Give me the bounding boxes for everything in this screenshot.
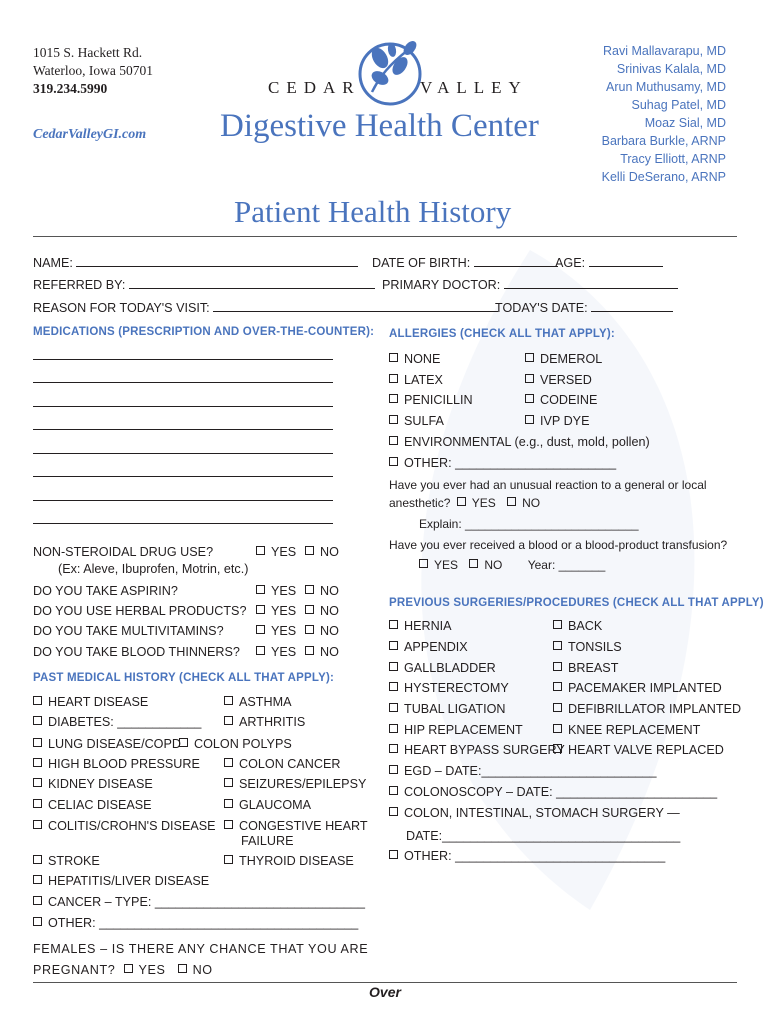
surgery-item[interactable] xyxy=(553,701,741,717)
pmh-item[interactable] xyxy=(224,797,311,813)
checkbox-icon[interactable] xyxy=(256,625,265,634)
colon-surgery-date[interactable]: DATE:__________________________________ xyxy=(406,829,681,843)
reason-label: REASON FOR TODAY'S VISIT: xyxy=(33,301,210,315)
surgery-item[interactable] xyxy=(553,722,700,738)
checkbox-icon[interactable] xyxy=(33,799,42,808)
allergy-item[interactable] xyxy=(525,372,592,388)
checkbox-icon[interactable] xyxy=(389,744,398,753)
pmh-item[interactable] xyxy=(33,756,200,772)
referred-input[interactable] xyxy=(129,277,375,289)
allergy-item[interactable] xyxy=(525,413,589,429)
medication-line[interactable] xyxy=(33,453,333,454)
referred-field[interactable] xyxy=(33,277,375,292)
pregnant-label: PREGNANT? xyxy=(33,963,116,977)
checkbox-icon[interactable] xyxy=(389,662,398,671)
allergy-label: CODEINE xyxy=(540,393,598,407)
pmh-label: OTHER: _____________________________________ xyxy=(48,916,359,930)
pmh-label: COLON POLYPS xyxy=(194,737,292,751)
checkbox-icon[interactable] xyxy=(33,917,42,926)
surgery-item[interactable] xyxy=(389,701,505,717)
checkbox-icon[interactable] xyxy=(389,457,398,466)
nsaid-examples: (Ex: Aleve, Ibuprofen, Motrin, etc.) xyxy=(58,562,249,576)
todays-date-field[interactable] xyxy=(495,300,673,315)
checkbox-icon[interactable] xyxy=(224,758,233,767)
checkbox-icon[interactable] xyxy=(419,559,428,568)
checkbox-icon[interactable] xyxy=(553,744,562,753)
medication-line[interactable] xyxy=(33,500,333,501)
pmh-label: THYROID DISEASE xyxy=(239,854,354,868)
surgery-label: HEART BYPASS SURGERY xyxy=(404,743,565,757)
pmh-label: COLON CANCER xyxy=(239,757,341,771)
allergy-item[interactable] xyxy=(389,413,444,429)
colonoscopy-item[interactable] xyxy=(389,784,717,800)
transfusion-year[interactable]: Year: _______ xyxy=(527,558,606,572)
checkbox-icon[interactable] xyxy=(525,394,534,403)
pmh-label: HIGH BLOOD PRESSURE xyxy=(48,757,200,771)
dob-field[interactable] xyxy=(372,255,558,270)
reason-input[interactable] xyxy=(213,300,498,312)
checkbox-icon[interactable] xyxy=(256,646,265,655)
medication-line[interactable] xyxy=(33,406,333,407)
pmh-item[interactable] xyxy=(33,873,209,889)
todays-date-label: TODAY'S DATE: xyxy=(495,301,588,315)
provider-list xyxy=(602,42,726,186)
checkbox-icon[interactable] xyxy=(389,415,398,424)
primary-doctor-input[interactable] xyxy=(504,277,678,289)
footer-divider xyxy=(33,982,737,983)
checkbox-icon[interactable] xyxy=(525,415,534,424)
checkbox-icon[interactable] xyxy=(224,716,233,725)
allergy-item[interactable] xyxy=(389,372,443,388)
egd-item[interactable] xyxy=(389,763,657,779)
nsaid-no[interactable] xyxy=(305,544,339,560)
allergy-label: OTHER: _______________________ xyxy=(404,456,617,470)
checkbox-icon[interactable] xyxy=(553,662,562,671)
yes-label: YES xyxy=(471,496,496,510)
allergy-item[interactable] xyxy=(525,392,597,408)
pmh-label: CELIAC DISEASE xyxy=(48,798,152,812)
checkbox-icon[interactable] xyxy=(305,625,314,634)
checkbox-icon[interactable] xyxy=(389,620,398,629)
surgery-item[interactable] xyxy=(389,618,452,634)
surgery-other-item[interactable] xyxy=(389,848,665,864)
pmh-label: CONGESTIVE HEART xyxy=(239,819,368,833)
provider: Moaz Sial, MD xyxy=(644,116,726,130)
no-label: NO xyxy=(192,963,213,977)
blood-thinner-no[interactable] xyxy=(305,644,339,660)
no-label: NO xyxy=(320,545,339,559)
pmh-item[interactable] xyxy=(33,797,152,813)
yes-label: YES xyxy=(271,545,297,559)
surgery-label: HYSTERECTOMY xyxy=(404,681,509,695)
colonoscopy-label: COLONOSCOPY – DATE: _______________________ xyxy=(404,785,718,799)
surgery-label: HERNIA xyxy=(404,619,452,633)
anesthetic-question: Have you ever had an unusual reaction to a general or local xyxy=(389,478,707,492)
provider: Tracy Elliott, ARNP xyxy=(620,152,726,166)
allergy-item[interactable] xyxy=(389,434,650,450)
allergy-label: SULFA xyxy=(404,414,444,428)
checkbox-icon[interactable] xyxy=(305,585,314,594)
transfusion-question: Have you ever received a blood or a blood-product transfusion? xyxy=(389,538,728,552)
surgery-item[interactable] xyxy=(389,742,565,758)
pmh-label: STROKE xyxy=(48,854,100,868)
checkbox-icon[interactable] xyxy=(553,703,562,712)
yes-label: YES xyxy=(434,558,459,572)
egd-label: EGD – DATE:_________________________ xyxy=(404,764,657,778)
nsaid-question: NON-STEROIDAL DRUG USE? xyxy=(33,545,214,559)
pmh-item[interactable] xyxy=(33,694,148,710)
allergies-heading: ALLERGIES (CHECK ALL THAT APPLY): xyxy=(389,328,615,340)
surgery-label: TONSILS xyxy=(568,640,622,654)
pmh-heading: PAST MEDICAL HISTORY (CHECK ALL THAT APPLY): xyxy=(33,672,334,684)
pmh-item[interactable] xyxy=(33,853,100,869)
checkbox-icon[interactable] xyxy=(553,724,562,733)
herbal-yes[interactable] xyxy=(256,603,296,619)
over-label: Over xyxy=(369,984,401,1000)
surgery-label: DEFIBRILLATOR IMPLANTED xyxy=(568,702,742,716)
surgery-label: BACK xyxy=(568,619,603,633)
pmh-label: CANCER – TYPE: ______________________________ xyxy=(48,895,365,909)
transfusion-answer xyxy=(419,557,605,573)
checkbox-icon[interactable] xyxy=(224,799,233,808)
allergy-label: VERSED xyxy=(540,373,592,387)
surgery-item[interactable] xyxy=(553,618,602,634)
checkbox-icon[interactable] xyxy=(469,559,478,568)
checkbox-icon[interactable] xyxy=(305,646,314,655)
surgery-label: BREAST xyxy=(568,661,619,675)
nsaid-yes[interactable] xyxy=(256,544,296,560)
yes-label: YES xyxy=(271,604,297,618)
allergy-item[interactable] xyxy=(389,392,473,408)
surgery-item[interactable] xyxy=(553,742,724,758)
dob-input[interactable] xyxy=(474,255,558,267)
medication-line[interactable] xyxy=(33,476,333,477)
pmh-item[interactable] xyxy=(33,714,201,730)
herbal-question: DO YOU USE HERBAL PRODUCTS? xyxy=(33,604,247,618)
allergy-item[interactable] xyxy=(389,351,440,367)
todays-date-input[interactable] xyxy=(591,300,673,312)
pmh-label: KIDNEY DISEASE xyxy=(48,777,153,791)
provider: Srinivas Kalala, MD xyxy=(616,62,726,76)
checkbox-icon[interactable] xyxy=(256,585,265,594)
pmh-label: SEIZURES/EPILEPSY xyxy=(239,777,367,791)
pmh-label: LUNG DISEASE/COPD xyxy=(48,737,181,751)
pmh-item[interactable] xyxy=(224,694,291,710)
pmh-label: GLAUCOMA xyxy=(239,798,312,812)
medication-line[interactable] xyxy=(33,359,333,360)
checkbox-icon[interactable] xyxy=(33,696,42,705)
provider: Arun Muthusamy, MD xyxy=(606,80,726,94)
checkbox-icon[interactable] xyxy=(33,896,42,905)
checkbox-icon[interactable] xyxy=(305,546,314,555)
multivitamin-yes[interactable] xyxy=(256,623,296,639)
multivitamin-question: DO YOU TAKE MULTIVITAMINS? xyxy=(33,624,224,638)
pmh-label: DIABETES: ____________ xyxy=(48,715,202,729)
checkbox-icon[interactable] xyxy=(389,394,398,403)
surgeries-heading: PREVIOUS SURGERIES/PROCEDURES (CHECK ALL THAT APPLY) xyxy=(389,597,764,609)
females-question: FEMALES – IS THERE ANY CHANCE THAT YOU ARE xyxy=(33,942,369,956)
medication-line[interactable] xyxy=(33,523,333,524)
age-input[interactable] xyxy=(589,255,663,267)
aspirin-no[interactable] xyxy=(305,583,339,599)
clinic-website[interactable]: CedarValleyGI.com xyxy=(33,127,147,142)
anesthetic-label: anesthetic? xyxy=(389,496,451,510)
checkbox-icon[interactable] xyxy=(389,807,398,816)
primary-doctor-label: PRIMARY DOCTOR: xyxy=(382,278,501,292)
age-label: AGE: xyxy=(555,256,586,270)
name-field[interactable] xyxy=(33,255,358,270)
logo-word-valley: VALLEY xyxy=(420,78,528,97)
name-input[interactable] xyxy=(76,255,358,267)
checkbox-icon[interactable] xyxy=(33,738,42,747)
checkbox-icon[interactable] xyxy=(224,696,233,705)
provider: Kelli DeSerano, ARNP xyxy=(601,170,726,184)
surgery-item[interactable] xyxy=(389,722,523,738)
checkbox-icon[interactable] xyxy=(525,353,534,362)
surgery-label: HEART VALVE REPLACED xyxy=(568,743,724,757)
checkbox-icon[interactable] xyxy=(389,374,398,383)
aspirin-yes[interactable] xyxy=(256,583,296,599)
surgery-label: HIP REPLACEMENT xyxy=(404,723,523,737)
multivitamin-no[interactable] xyxy=(305,623,339,639)
colon-surgery-label: COLON, INTESTINAL, STOMACH SURGERY — xyxy=(404,806,680,820)
pmh-item[interactable] xyxy=(179,736,292,752)
pmh-label: HEPATITIS/LIVER DISEASE xyxy=(48,874,210,888)
blood-thinner-question: DO YOU TAKE BLOOD THINNERS? xyxy=(33,645,240,659)
checkbox-icon[interactable] xyxy=(224,855,233,864)
pmh-item[interactable] xyxy=(33,894,365,910)
herbal-no[interactable] xyxy=(305,603,339,619)
yes-label: YES xyxy=(138,963,166,977)
checkbox-icon[interactable] xyxy=(33,778,42,787)
checkbox-icon[interactable] xyxy=(553,682,562,691)
checkbox-icon[interactable] xyxy=(389,724,398,733)
medications-heading: MEDICATIONS (PRESCRIPTION AND OVER-THE-COUNTER): xyxy=(33,326,375,338)
referred-label: REFERRED BY: xyxy=(33,278,126,292)
pmh-item[interactable] xyxy=(33,915,358,931)
checkbox-icon[interactable] xyxy=(33,855,42,864)
checkbox-icon[interactable] xyxy=(553,641,562,650)
colon-surgery-item[interactable] xyxy=(389,805,680,821)
pmh-item[interactable] xyxy=(33,736,181,752)
checkbox-icon[interactable] xyxy=(389,641,398,650)
name-label: NAME: xyxy=(33,256,73,270)
surgery-label: TUBAL LIGATION xyxy=(404,702,506,716)
surgery-label: APPENDIX xyxy=(404,640,468,654)
pmh-label: COLITIS/CROHN'S DISEASE xyxy=(48,819,216,833)
no-label: NO xyxy=(320,645,339,659)
dob-label: DATE OF BIRTH: xyxy=(372,256,471,270)
checkbox-icon[interactable] xyxy=(256,546,265,555)
allergy-item[interactable] xyxy=(525,351,602,367)
checkbox-icon[interactable] xyxy=(33,758,42,767)
logo-word-cedar: CEDAR xyxy=(268,78,361,97)
no-label: NO xyxy=(484,558,503,572)
surgery-item[interactable] xyxy=(389,660,496,676)
checkbox-icon[interactable] xyxy=(507,497,516,506)
no-label: NO xyxy=(320,604,339,618)
primary-doctor-field[interactable] xyxy=(382,277,678,292)
allergy-label: IVP DYE xyxy=(540,414,590,428)
surgery-label: GALLBLADDER xyxy=(404,661,496,675)
checkbox-icon[interactable] xyxy=(224,778,233,787)
pmh-label: ARTHRITIS xyxy=(239,715,306,729)
reason-field[interactable] xyxy=(33,300,498,315)
no-label: NO xyxy=(320,624,339,638)
pmh-item[interactable] xyxy=(224,714,305,730)
allergy-item[interactable] xyxy=(389,455,616,471)
yes-label: YES xyxy=(271,645,297,659)
provider: Barbara Burkle, ARNP xyxy=(601,134,726,148)
medication-line[interactable] xyxy=(33,382,333,383)
pregnant-question xyxy=(33,962,213,978)
pmh-item[interactable] xyxy=(224,756,340,772)
provider: Ravi Mallavarapu, MD xyxy=(603,44,726,58)
pmh-label: HEART DISEASE xyxy=(48,695,149,709)
provider: Suhag Patel, MD xyxy=(631,98,726,112)
allergy-label: PENICILLIN xyxy=(404,393,473,407)
clinic-address xyxy=(33,44,153,98)
surgery-item[interactable] xyxy=(553,639,622,655)
pmh-item[interactable] xyxy=(33,776,153,792)
checkbox-icon[interactable] xyxy=(305,605,314,614)
surgery-item[interactable] xyxy=(389,680,509,696)
checkbox-icon[interactable] xyxy=(33,820,42,829)
checkbox-icon[interactable] xyxy=(457,497,466,506)
checkbox-icon[interactable] xyxy=(389,786,398,795)
checkbox-icon[interactable] xyxy=(178,964,187,973)
pmh-item[interactable] xyxy=(224,776,366,792)
pmh-item[interactable] xyxy=(224,818,368,834)
center-name: Digestive Health Center xyxy=(220,108,539,144)
address-line-1: 1015 S. Hackett Rd. xyxy=(33,45,143,60)
surgery-item[interactable] xyxy=(553,660,618,676)
allergy-label: NONE xyxy=(404,352,441,366)
checkbox-icon[interactable] xyxy=(389,850,398,859)
medication-line[interactable] xyxy=(33,429,333,430)
anesthetic-answer xyxy=(389,495,540,511)
allergy-label: DEMEROL xyxy=(540,352,603,366)
pmh-label: ASTHMA xyxy=(239,695,292,709)
checkbox-icon[interactable] xyxy=(224,820,233,829)
yes-label: YES xyxy=(271,584,297,598)
explain-field[interactable]: Explain: __________________________ xyxy=(419,517,639,531)
surgery-label: KNEE REPLACEMENT xyxy=(568,723,701,737)
checkbox-icon[interactable] xyxy=(33,875,42,884)
checkbox-icon[interactable] xyxy=(124,964,133,973)
surgery-other-label: OTHER: ______________________________ xyxy=(404,849,666,863)
blood-thinner-yes[interactable] xyxy=(256,644,296,660)
title-divider xyxy=(33,236,737,237)
checkbox-icon[interactable] xyxy=(389,353,398,362)
clinic-phone: 319.234.5990 xyxy=(33,81,108,96)
aspirin-question: DO YOU TAKE ASPIRIN? xyxy=(33,584,178,598)
checkbox-icon[interactable] xyxy=(553,620,562,629)
pmh-label-cont: FAILURE xyxy=(241,834,294,848)
age-field[interactable] xyxy=(555,255,663,270)
form-title: Patient Health History xyxy=(234,194,512,229)
no-label: NO xyxy=(320,584,339,598)
checkbox-icon[interactable] xyxy=(389,436,398,445)
surgery-item[interactable] xyxy=(553,680,722,696)
checkbox-icon[interactable] xyxy=(256,605,265,614)
address-line-2: Waterloo, Iowa 50701 xyxy=(33,63,154,78)
yes-label: YES xyxy=(271,624,297,638)
surgery-item[interactable] xyxy=(389,639,468,655)
checkbox-icon[interactable] xyxy=(179,738,188,747)
allergy-label: LATEX xyxy=(404,373,443,387)
no-label: NO xyxy=(522,496,541,510)
pmh-item[interactable] xyxy=(33,818,216,834)
pmh-item[interactable] xyxy=(224,853,354,869)
checkbox-icon[interactable] xyxy=(389,765,398,774)
checkbox-icon[interactable] xyxy=(525,374,534,383)
checkbox-icon[interactable] xyxy=(389,703,398,712)
checkbox-icon[interactable] xyxy=(389,682,398,691)
surgery-label: PACEMAKER IMPLANTED xyxy=(568,681,722,695)
checkbox-icon[interactable] xyxy=(33,716,42,725)
allergy-label: ENVIRONMENTAL (e.g., dust, mold, pollen) xyxy=(404,435,650,449)
